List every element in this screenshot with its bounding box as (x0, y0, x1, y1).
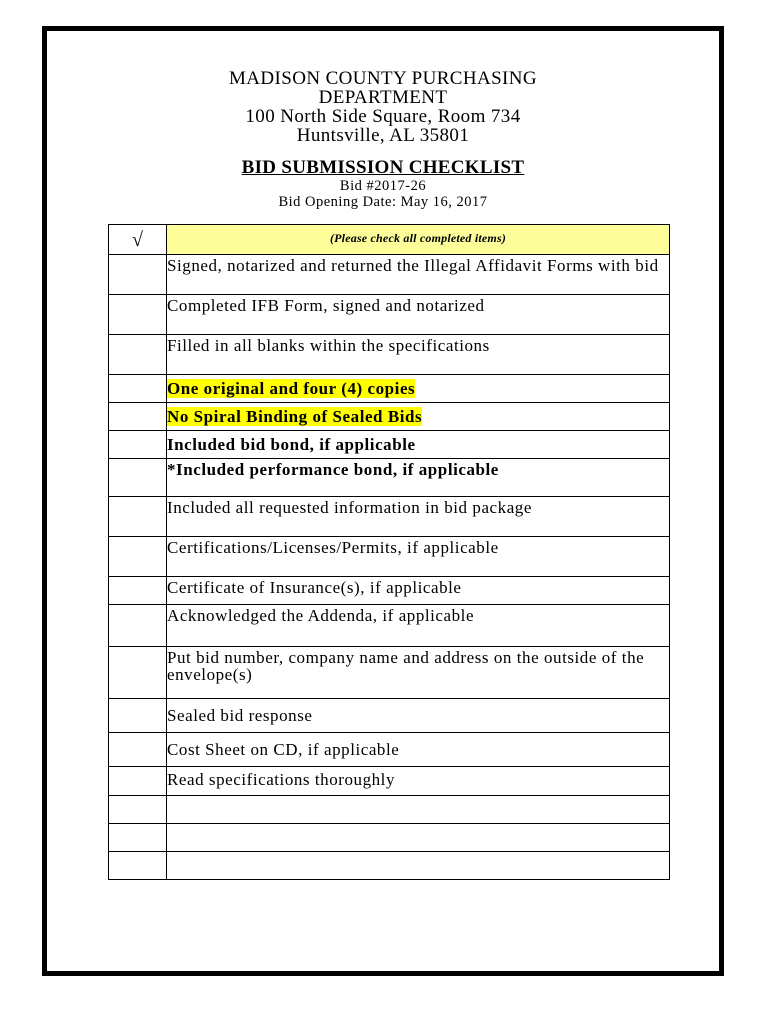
checkbox-cell[interactable] (109, 796, 167, 824)
checkbox-cell[interactable] (109, 255, 167, 295)
checkbox-cell[interactable] (109, 767, 167, 796)
checkbox-cell[interactable] (109, 733, 167, 767)
empty-item-cell[interactable] (167, 852, 670, 880)
bid-number: Bid #2017-26 (339, 178, 427, 194)
table-row (109, 375, 670, 403)
table-row (109, 537, 670, 577)
checkbox-cell[interactable] (109, 431, 167, 459)
table-row (109, 459, 670, 497)
checklist-item-addenda: Acknowledged the Addenda, if applicable (167, 606, 475, 625)
table-row (109, 497, 670, 537)
checklist-header-row (109, 225, 670, 255)
checklist-item-certifications: Certifications/Licenses/Permits, if applicable (167, 538, 499, 557)
checklist-item-cost-sheet: Cost Sheet on CD, if applicable (167, 740, 400, 759)
checklist-item-affidavit: Signed, notarized and returned the Illegal Affidavit Forms with bid (167, 256, 659, 275)
checklist-item-specifications: Read specifications thoroughly (167, 770, 396, 789)
table-row (109, 647, 670, 699)
checkbox-cell[interactable] (109, 335, 167, 375)
table-row (109, 605, 670, 647)
checklist-item-requested-info: Included all requested information in bid package (167, 498, 532, 517)
table-row (109, 255, 670, 295)
checkbox-cell[interactable] (109, 375, 167, 403)
department-name-line1: MADISON COUNTY PURCHASING (228, 68, 538, 89)
checklist-item-envelope: Put bid number, company name and address on the outside of the envelope(s) (167, 648, 645, 684)
checklist-table (108, 224, 670, 880)
table-row (109, 335, 670, 375)
department-name-line2: DEPARTMENT (318, 87, 448, 108)
checkbox-cell[interactable] (109, 699, 167, 733)
table-row (109, 403, 670, 431)
checkbox-cell[interactable] (109, 824, 167, 852)
empty-item-cell[interactable] (167, 824, 670, 852)
table-row (109, 431, 670, 459)
checkbox-cell[interactable] (109, 459, 167, 497)
checklist-item-blanks: Filled in all blanks within the specifications (167, 336, 490, 355)
table-row (109, 852, 670, 880)
table-row (109, 824, 670, 852)
checkbox-cell[interactable] (109, 403, 167, 431)
empty-item-cell[interactable] (167, 796, 670, 824)
table-row (109, 796, 670, 824)
bid-opening-date: Bid Opening Date: May 16, 2017 (278, 194, 488, 210)
checkbox-cell[interactable] (109, 537, 167, 577)
address-line: 100 North Side Square, Room 734 (245, 106, 521, 127)
checklist-item-binding: No Spiral Binding of Sealed Bids (167, 407, 423, 426)
page-border (42, 26, 724, 976)
checkbox-cell[interactable] (109, 605, 167, 647)
instruction-text: (Please check all completed items) (167, 225, 670, 255)
checklist-item-bid-bond: Included bid bond, if applicable (167, 435, 416, 454)
checkbox-cell[interactable] (109, 647, 167, 699)
checklist-item-insurance: Certificate of Insurance(s), if applicable (167, 578, 462, 597)
checklist-item-copies: One original and four (4) copies (167, 379, 416, 398)
checklist-item-ifb-form: Completed IFB Form, signed and notarized (167, 296, 485, 315)
table-row (109, 733, 670, 767)
table-row (109, 295, 670, 335)
checkbox-cell[interactable] (109, 852, 167, 880)
check-column-header: √ (109, 225, 167, 255)
checklist-item-performance-bond: *Included performance bond, if applicable (167, 460, 499, 479)
table-row (109, 767, 670, 796)
table-row (109, 699, 670, 733)
checklist-item-sealed-bid: Sealed bid response (167, 706, 313, 725)
document-header (47, 69, 719, 210)
checkbox-cell[interactable] (109, 497, 167, 537)
page-title: BID SUBMISSION CHECKLIST (241, 157, 525, 178)
checkbox-cell[interactable] (109, 577, 167, 605)
table-row (109, 577, 670, 605)
checkbox-cell[interactable] (109, 295, 167, 335)
city-line: Huntsville, AL 35801 (296, 125, 470, 146)
